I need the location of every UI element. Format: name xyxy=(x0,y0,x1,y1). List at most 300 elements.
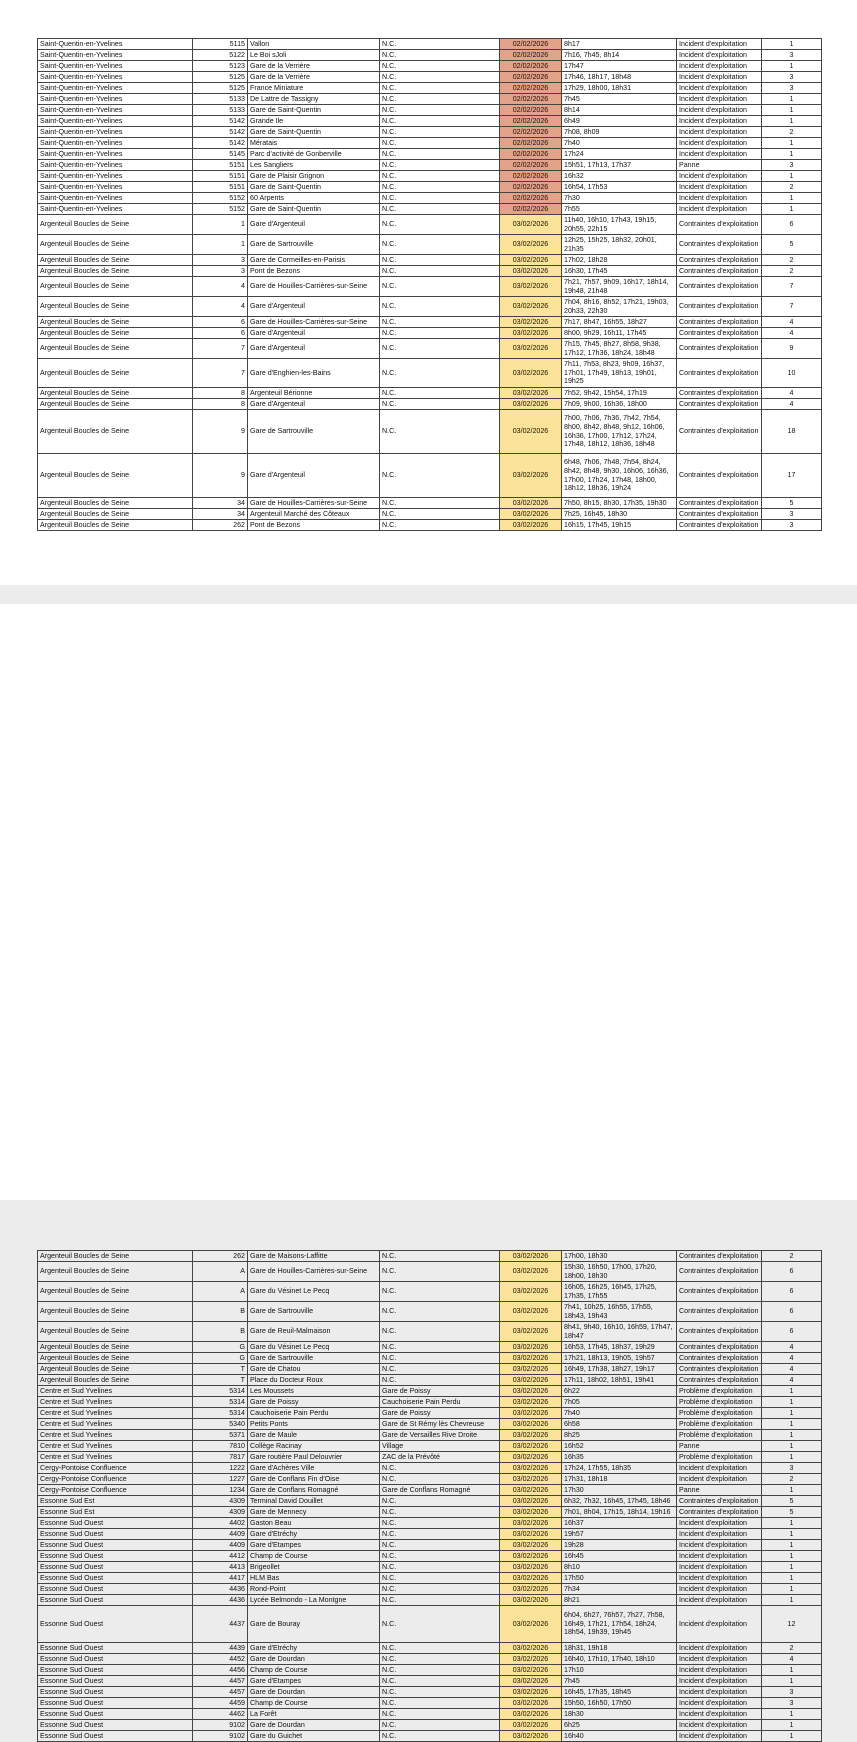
cell-dest: N.C. xyxy=(380,235,500,255)
cell-date: 02/02/2026 xyxy=(500,193,562,204)
cell-date: 03/02/2026 xyxy=(500,1474,562,1485)
cell-count: 2 xyxy=(762,255,822,266)
cell-stop: Gare de Dourdan xyxy=(248,1654,380,1665)
cell-line: 1 xyxy=(193,215,248,235)
table-row xyxy=(38,1676,822,1687)
cell-dest: N.C. xyxy=(380,83,500,94)
table-row xyxy=(38,1463,822,1474)
cell-stop: Argenteuil Marché des Côteaux xyxy=(248,509,380,520)
table-row xyxy=(38,1474,822,1485)
cell-dest: N.C. xyxy=(380,266,500,277)
cell-type: Incident d'exploitation xyxy=(677,1463,762,1474)
cell-type: Contraintes d'exploitation xyxy=(677,520,762,531)
cell-stop: Gare de Sartrouville xyxy=(248,410,380,454)
cell-date: 03/02/2026 xyxy=(500,359,562,388)
cell-stop: 60 Arpents xyxy=(248,193,380,204)
cell-times: 16h52 xyxy=(562,1441,677,1452)
cell-stop: Gare de Maule xyxy=(248,1430,380,1441)
table-row xyxy=(38,1665,822,1676)
cell-type: Contraintes d'exploitation xyxy=(677,1342,762,1353)
table-row xyxy=(38,1731,822,1742)
table-row xyxy=(38,1720,822,1731)
cell-region: Essonne Sud Ouest xyxy=(38,1606,193,1643)
table-row xyxy=(38,1342,822,1353)
cell-times: 7h45 xyxy=(562,94,677,105)
cell-dest: N.C. xyxy=(380,255,500,266)
cell-type: Incident d'exploitation xyxy=(677,1573,762,1584)
cell-type: Incident d'exploitation xyxy=(677,182,762,193)
table-row xyxy=(38,1551,822,1562)
cell-line: 5152 xyxy=(193,204,248,215)
cell-line: 9102 xyxy=(193,1720,248,1731)
cell-date: 02/02/2026 xyxy=(500,105,562,116)
cell-type: Incident d'exploitation xyxy=(677,1720,762,1731)
cell-count: 2 xyxy=(762,1251,822,1262)
cell-count: 6 xyxy=(762,215,822,235)
cell-region: Essonne Sud Ouest xyxy=(38,1643,193,1654)
cell-region: Essonne Sud Ouest xyxy=(38,1676,193,1687)
cell-date: 03/02/2026 xyxy=(500,266,562,277)
cell-region: Cergy-Pontoise Confluence xyxy=(38,1485,193,1496)
table-row xyxy=(38,182,822,193)
cell-region: Argenteuil Boucles de Seine xyxy=(38,498,193,509)
cell-dest: N.C. xyxy=(380,61,500,72)
cell-dest: N.C. xyxy=(380,1529,500,1540)
cell-type: Contraintes d'exploitation xyxy=(677,509,762,520)
cell-dest: N.C. xyxy=(380,399,500,410)
cell-count: 2 xyxy=(762,1474,822,1485)
cell-line: 4462 xyxy=(193,1709,248,1720)
cell-stop: Gare d'Etréchy xyxy=(248,1529,380,1540)
cell-type: Contraintes d'exploitation xyxy=(677,1375,762,1386)
cell-count: 1 xyxy=(762,1551,822,1562)
cell-stop: Gare routière Paul Delouvrier xyxy=(248,1452,380,1463)
cell-date: 03/02/2026 xyxy=(500,1654,562,1665)
cell-times: 19h28 xyxy=(562,1540,677,1551)
cell-count: 3 xyxy=(762,72,822,83)
cell-count: 3 xyxy=(762,1687,822,1698)
cell-line: 3 xyxy=(193,255,248,266)
table-row xyxy=(38,317,822,328)
cell-dest: N.C. xyxy=(380,193,500,204)
table-row xyxy=(38,1430,822,1441)
cell-times: 7h34 xyxy=(562,1584,677,1595)
cell-times: 16h54, 17h53 xyxy=(562,182,677,193)
cell-stop: Gare de Houilles-Carrières-sur-Seine xyxy=(248,317,380,328)
cell-region: Argenteuil Boucles de Seine xyxy=(38,1282,193,1302)
cell-times: 6h48, 7h06, 7h48, 7h54, 8h24, 8h42, 8h48, 9h30, 16h06, 16h36, 17h00, 17h24, 17h48, 18h00, 18h12, 18h36, 19h24 xyxy=(562,454,677,498)
cell-line: 4457 xyxy=(193,1687,248,1698)
incident-table-page-1 xyxy=(37,38,822,531)
cell-type: Contraintes d'exploitation xyxy=(677,235,762,255)
cell-type: Panne xyxy=(677,1485,762,1496)
table-row xyxy=(38,204,822,215)
cell-line: 4 xyxy=(193,297,248,317)
cell-stop: Gare de Saint-Quentin xyxy=(248,204,380,215)
cell-line: A xyxy=(193,1282,248,1302)
cell-line: 5151 xyxy=(193,160,248,171)
cell-line: 5314 xyxy=(193,1408,248,1419)
cell-line: 9102 xyxy=(193,1731,248,1742)
cell-date: 03/02/2026 xyxy=(500,1540,562,1551)
cell-date: 03/02/2026 xyxy=(500,454,562,498)
cell-times: 17h02, 18h28 xyxy=(562,255,677,266)
cell-date: 03/02/2026 xyxy=(500,215,562,235)
cell-type: Incident d'exploitation xyxy=(677,61,762,72)
cell-region: Centre et Sud Yvelines xyxy=(38,1452,193,1463)
cell-stop: Mératais xyxy=(248,138,380,149)
cell-times: 7h55 xyxy=(562,204,677,215)
table-row xyxy=(38,1687,822,1698)
cell-region: Essonne Sud Ouest xyxy=(38,1540,193,1551)
cell-count: 6 xyxy=(762,1282,822,1302)
cell-stop: Parc d'activité de Gonberville xyxy=(248,149,380,160)
cell-date: 03/02/2026 xyxy=(500,1463,562,1474)
cell-line: 4409 xyxy=(193,1540,248,1551)
cell-region: Argenteuil Boucles de Seine xyxy=(38,317,193,328)
cell-stop: Gare du Vésinet Le Pecq xyxy=(248,1282,380,1302)
table-row xyxy=(38,454,822,498)
cell-count: 2 xyxy=(762,1643,822,1654)
table-row xyxy=(38,1302,822,1322)
table-row xyxy=(38,1584,822,1595)
cell-times: 7h21, 7h57, 9h09, 16h17, 18h14, 19h48, 21h48 xyxy=(562,277,677,297)
cell-region: Argenteuil Boucles de Seine xyxy=(38,266,193,277)
cell-line: 262 xyxy=(193,1251,248,1262)
cell-times: 17h29, 18h00, 18h31 xyxy=(562,83,677,94)
cell-dest: N.C. xyxy=(380,1562,500,1573)
cell-region: Essonne Sud Ouest xyxy=(38,1720,193,1731)
cell-date: 02/02/2026 xyxy=(500,182,562,193)
cell-dest: N.C. xyxy=(380,1353,500,1364)
document-page-1 xyxy=(0,0,857,585)
cell-count: 12 xyxy=(762,1606,822,1643)
cell-times: 6h04, 6h27, 76h57, 7h27, 7h58, 16h49, 17h21, 17h54, 18h24, 18h54, 19h39, 19h45 xyxy=(562,1606,677,1643)
cell-type: Incident d'exploitation xyxy=(677,105,762,116)
table-row xyxy=(38,50,822,61)
cell-date: 03/02/2026 xyxy=(500,277,562,297)
cell-date: 03/02/2026 xyxy=(500,1529,562,1540)
cell-date: 03/02/2026 xyxy=(500,388,562,399)
cell-line: 8 xyxy=(193,388,248,399)
cell-date: 03/02/2026 xyxy=(500,1322,562,1342)
cell-stop: Gare du Guichet xyxy=(248,1731,380,1742)
cell-region: Saint-Quentin-en-Yvelines xyxy=(38,149,193,160)
cell-count: 1 xyxy=(762,1408,822,1419)
cell-count: 1 xyxy=(762,1731,822,1742)
cell-stop: Gare de Bouray xyxy=(248,1606,380,1643)
cell-line: 4 xyxy=(193,277,248,297)
table-row xyxy=(38,235,822,255)
cell-stop: Petits Ponts xyxy=(248,1419,380,1430)
cell-times: 16h35 xyxy=(562,1452,677,1463)
table-row xyxy=(38,520,822,531)
cell-date: 03/02/2026 xyxy=(500,1430,562,1441)
cell-stop: Gare de Plaisir Grignon xyxy=(248,171,380,182)
cell-times: 16h37 xyxy=(562,1518,677,1529)
cell-dest: Village xyxy=(380,1441,500,1452)
cell-line: 34 xyxy=(193,509,248,520)
cell-type: Incident d'exploitation xyxy=(677,1676,762,1687)
cell-times: 7h41, 10h25, 16h55, 17h55, 18h43, 19h43 xyxy=(562,1302,677,1322)
cell-date: 03/02/2026 xyxy=(500,1496,562,1507)
cell-count: 1 xyxy=(762,1709,822,1720)
cell-count: 4 xyxy=(762,317,822,328)
cell-count: 1 xyxy=(762,39,822,50)
cell-line: 4436 xyxy=(193,1584,248,1595)
cell-stop: Gare d'Enghien-les-Bains xyxy=(248,359,380,388)
cell-line: 7817 xyxy=(193,1452,248,1463)
cell-times: 7h50, 8h15, 8h30, 17h35, 19h30 xyxy=(562,498,677,509)
table-row xyxy=(38,1606,822,1643)
cell-dest: Gare de Versailles Rive Droite xyxy=(380,1430,500,1441)
cell-count: 5 xyxy=(762,235,822,255)
cell-count: 2 xyxy=(762,182,822,193)
table-row xyxy=(38,127,822,138)
cell-times: 7h08, 8h09 xyxy=(562,127,677,138)
cell-region: Centre et Sud Yvelines xyxy=(38,1441,193,1452)
cell-stop: Gare du Vésinet Le Pecq xyxy=(248,1342,380,1353)
cell-date: 03/02/2026 xyxy=(500,328,562,339)
cell-dest: N.C. xyxy=(380,520,500,531)
table-row xyxy=(38,138,822,149)
cell-date: 02/02/2026 xyxy=(500,61,562,72)
cell-line: 6 xyxy=(193,328,248,339)
table-row xyxy=(38,1375,822,1386)
cell-dest: N.C. xyxy=(380,105,500,116)
cell-line: 4409 xyxy=(193,1529,248,1540)
cell-dest: N.C. xyxy=(380,454,500,498)
cell-stop: Gare de Reuil-Malmaison xyxy=(248,1322,380,1342)
table-row xyxy=(38,1643,822,1654)
cell-times: 16h05, 16h25, 16h45, 17h25, 17h35, 17h55 xyxy=(562,1282,677,1302)
table-row xyxy=(38,1496,822,1507)
cell-dest: Gare de Conflans Romagné xyxy=(380,1485,500,1496)
table-row xyxy=(38,1485,822,1496)
cell-count: 2 xyxy=(762,266,822,277)
cell-line: 5142 xyxy=(193,116,248,127)
cell-dest: N.C. xyxy=(380,215,500,235)
table-row xyxy=(38,388,822,399)
cell-count: 4 xyxy=(762,1375,822,1386)
cell-line: 4417 xyxy=(193,1573,248,1584)
cell-date: 03/02/2026 xyxy=(500,1408,562,1419)
cell-type: Incident d'exploitation xyxy=(677,171,762,182)
cell-date: 03/02/2026 xyxy=(500,255,562,266)
cell-count: 4 xyxy=(762,388,822,399)
cell-stop: Pont de Bezons xyxy=(248,266,380,277)
cell-region: Centre et Sud Yvelines xyxy=(38,1397,193,1408)
cell-type: Contraintes d'exploitation xyxy=(677,1302,762,1322)
cell-dest: N.C. xyxy=(380,1375,500,1386)
cell-times: 7h15, 7h45, 8h27, 8h58, 9h38, 17h12, 17h36, 18h24, 18h48 xyxy=(562,339,677,359)
cell-count: 1 xyxy=(762,1397,822,1408)
cell-dest: Cauchoiserie Pain Perdu xyxy=(380,1397,500,1408)
cell-date: 03/02/2026 xyxy=(500,1709,562,1720)
cell-region: Saint-Quentin-en-Yvelines xyxy=(38,94,193,105)
cell-stop: Brigeollet xyxy=(248,1562,380,1573)
cell-type: Contraintes d'exploitation xyxy=(677,277,762,297)
cell-count: 6 xyxy=(762,1262,822,1282)
cell-times: 17h21, 18h13, 19h05, 19h57 xyxy=(562,1353,677,1364)
cell-date: 03/02/2026 xyxy=(500,1687,562,1698)
cell-stop: Pont de Bezons xyxy=(248,520,380,531)
cell-type: Contraintes d'exploitation xyxy=(677,215,762,235)
cell-type: Incident d'exploitation xyxy=(677,1518,762,1529)
cell-date: 03/02/2026 xyxy=(500,1507,562,1518)
cell-type: Contraintes d'exploitation xyxy=(677,1496,762,1507)
cell-region: Argenteuil Boucles de Seine xyxy=(38,399,193,410)
cell-stop: HLM Bas xyxy=(248,1573,380,1584)
cell-type: Contraintes d'exploitation xyxy=(677,454,762,498)
cell-date: 02/02/2026 xyxy=(500,39,562,50)
table-row xyxy=(38,1251,822,1262)
cell-date: 02/02/2026 xyxy=(500,204,562,215)
cell-region: Saint-Quentin-en-Yvelines xyxy=(38,160,193,171)
table-row xyxy=(38,116,822,127)
cell-date: 03/02/2026 xyxy=(500,1573,562,1584)
cell-times: 7h40 xyxy=(562,138,677,149)
cell-dest: N.C. xyxy=(380,1573,500,1584)
cell-stop: La Forêt xyxy=(248,1709,380,1720)
cell-stop: Gare d'Argenteuil xyxy=(248,454,380,498)
cell-type: Problème d'exploitation xyxy=(677,1419,762,1430)
table-row xyxy=(38,1353,822,1364)
cell-times: 16h45, 17h35, 18h45 xyxy=(562,1687,677,1698)
cell-stop: Gaston Beau xyxy=(248,1518,380,1529)
cell-dest: N.C. xyxy=(380,509,500,520)
cell-stop: Vallon xyxy=(248,39,380,50)
table-row xyxy=(38,1573,822,1584)
cell-dest: N.C. xyxy=(380,317,500,328)
cell-dest: N.C. xyxy=(380,149,500,160)
cell-line: 4439 xyxy=(193,1643,248,1654)
table-row xyxy=(38,328,822,339)
cell-type: Contraintes d'exploitation xyxy=(677,1322,762,1342)
table-row xyxy=(38,39,822,50)
table-row xyxy=(38,105,822,116)
cell-date: 03/02/2026 xyxy=(500,1595,562,1606)
cell-type: Contraintes d'exploitation xyxy=(677,1507,762,1518)
cell-line: 7810 xyxy=(193,1441,248,1452)
cell-dest: N.C. xyxy=(380,1551,500,1562)
cell-line: 4309 xyxy=(193,1507,248,1518)
cell-count: 1 xyxy=(762,1720,822,1731)
cell-line: 7 xyxy=(193,359,248,388)
cell-line: 7 xyxy=(193,339,248,359)
cell-times: 8h41, 9h40, 16h10, 16h59, 17h47, 18h47 xyxy=(562,1322,677,1342)
cell-type: Incident d'exploitation xyxy=(677,1654,762,1665)
cell-line: 1234 xyxy=(193,1485,248,1496)
cell-count: 1 xyxy=(762,1386,822,1397)
cell-line: 262 xyxy=(193,520,248,531)
cell-region: Argenteuil Boucles de Seine xyxy=(38,215,193,235)
cell-region: Saint-Quentin-en-Yvelines xyxy=(38,50,193,61)
cell-dest: N.C. xyxy=(380,1606,500,1643)
cell-date: 03/02/2026 xyxy=(500,1562,562,1573)
cell-date: 03/02/2026 xyxy=(500,1282,562,1302)
cell-date: 03/02/2026 xyxy=(500,297,562,317)
cell-times: 15h30, 16h50, 17h00, 17h20, 18h00, 18h30 xyxy=(562,1262,677,1282)
cell-region: Essonne Sud Est xyxy=(38,1496,193,1507)
cell-times: 17h10 xyxy=(562,1665,677,1676)
cell-times: 15h51, 17h13, 17h37 xyxy=(562,160,677,171)
cell-date: 03/02/2026 xyxy=(500,1720,562,1731)
cell-times: 16h45 xyxy=(562,1551,677,1562)
cell-line: 5133 xyxy=(193,94,248,105)
cell-type: Incident d'exploitation xyxy=(677,1698,762,1709)
cell-line: 5314 xyxy=(193,1397,248,1408)
cell-count: 1 xyxy=(762,1529,822,1540)
cell-count: 3 xyxy=(762,1463,822,1474)
cell-dest: ZAC de la Prévôté xyxy=(380,1452,500,1463)
cell-dest: Gare de St Rémy lès Chevreuse xyxy=(380,1419,500,1430)
table-row xyxy=(38,1518,822,1529)
cell-dest: N.C. xyxy=(380,1540,500,1551)
cell-dest: N.C. xyxy=(380,1665,500,1676)
cell-line: 4413 xyxy=(193,1562,248,1573)
cell-stop: Gare de Saint-Quentin xyxy=(248,127,380,138)
table-row xyxy=(38,149,822,160)
cell-region: Essonne Sud Ouest xyxy=(38,1518,193,1529)
cell-dest: N.C. xyxy=(380,127,500,138)
cell-stop: France Miniature xyxy=(248,83,380,94)
cell-line: 5152 xyxy=(193,193,248,204)
cell-count: 1 xyxy=(762,1441,822,1452)
cell-times: 6h32, 7h32, 16h45, 17h45, 18h46 xyxy=(562,1496,677,1507)
cell-dest: N.C. xyxy=(380,1709,500,1720)
table-row xyxy=(38,1408,822,1419)
cell-region: Essonne Sud Ouest xyxy=(38,1731,193,1742)
cell-type: Incident d'exploitation xyxy=(677,1643,762,1654)
cell-times: 7h25, 16h45, 18h30 xyxy=(562,509,677,520)
incident-table-page-2 xyxy=(37,1250,822,1742)
cell-line: 4309 xyxy=(193,1496,248,1507)
cell-region: Cergy-Pontoise Confluence xyxy=(38,1463,193,1474)
cell-dest: N.C. xyxy=(380,1584,500,1595)
cell-region: Argenteuil Boucles de Seine xyxy=(38,1251,193,1262)
cell-line: 34 xyxy=(193,498,248,509)
cell-count: 4 xyxy=(762,399,822,410)
cell-region: Saint-Quentin-en-Yvelines xyxy=(38,182,193,193)
cell-dest: N.C. xyxy=(380,277,500,297)
cell-line: 5142 xyxy=(193,138,248,149)
cell-date: 03/02/2026 xyxy=(500,399,562,410)
cell-times: 16h40, 17h10, 17h40, 18h10 xyxy=(562,1654,677,1665)
cell-type: Contraintes d'exploitation xyxy=(677,328,762,339)
table-row xyxy=(38,277,822,297)
cell-dest: N.C. xyxy=(380,1282,500,1302)
cell-type: Incident d'exploitation xyxy=(677,1529,762,1540)
cell-date: 03/02/2026 xyxy=(500,1441,562,1452)
cell-line: B xyxy=(193,1322,248,1342)
cell-region: Argenteuil Boucles de Seine xyxy=(38,388,193,399)
cell-dest: N.C. xyxy=(380,171,500,182)
cell-line: T xyxy=(193,1364,248,1375)
cell-dest: Gare de Poissy xyxy=(380,1386,500,1397)
cell-line: A xyxy=(193,1262,248,1282)
table-row xyxy=(38,83,822,94)
cell-region: Argenteuil Boucles de Seine xyxy=(38,1302,193,1322)
cell-count: 3 xyxy=(762,1698,822,1709)
cell-count: 7 xyxy=(762,277,822,297)
cell-type: Panne xyxy=(677,160,762,171)
table-row xyxy=(38,1282,822,1302)
cell-date: 03/02/2026 xyxy=(500,1375,562,1386)
cell-region: Argenteuil Boucles de Seine xyxy=(38,1364,193,1375)
cell-dest: N.C. xyxy=(380,1322,500,1342)
cell-date: 02/02/2026 xyxy=(500,83,562,94)
